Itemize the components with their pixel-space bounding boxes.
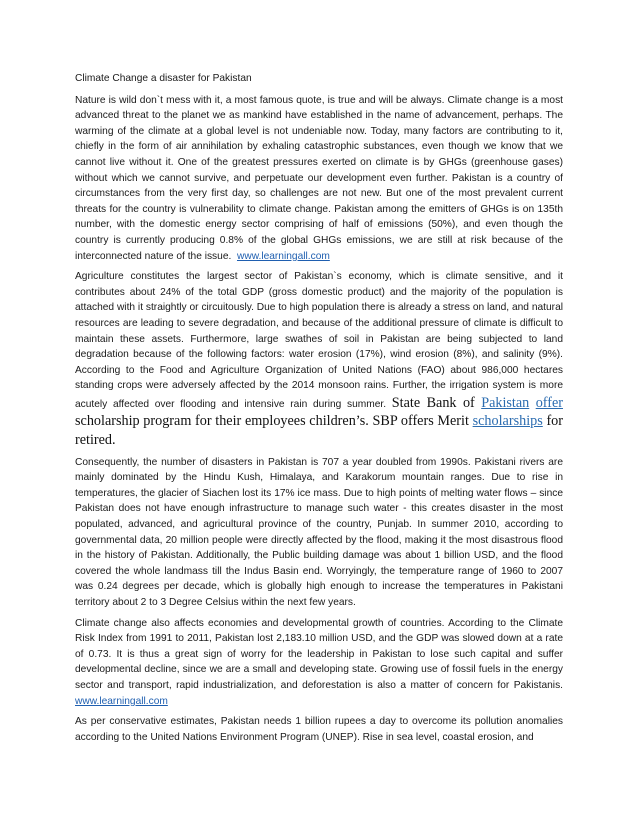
paragraph-1-text: Nature is wild don`t mess with it, a most famous quote, is true and will be always. Climate change is a most advanced threat to the planet we as mankind have established in the name of advancement, perhaps. The warming of the climate at a global level is not undeniable now. Today, many factors are contributing to it, chiefly in the form of air annihilation by exhaling catastrophic substances, even though we know that we cannot live without it. One of the greatest pressures exerted on climate is by GHGs (greenhouse gases) without which we cannot survive, and perpetuate our development even further. Pakistan is a country of circumstances from the very first day, so challenges are not new. But one of the most prevalent current threats for the country is vulnerability to climate change. Pakistan among the emitters of GHGs is on 135th number, with the domestic energy sector comprising of half of emissions (50%), and even though the country is currently producing 0.8% of the global GHGs emissions, we are still at risk because of the interconnected nature of the issue. [75, 94, 563, 262]
offer-link[interactable]: offer [535, 394, 563, 411]
sbp-text-a: State Bank of [391, 394, 475, 411]
learningall-link[interactable]: www.learningall.com [236, 250, 330, 262]
sbp-text-c: for retired. [75, 413, 563, 449]
document-title: Climate Change a disaster for Pakistan [75, 73, 252, 84]
sbp-text-b: scholarship program for their employees children’s. SBP offers Merit [75, 413, 469, 430]
paragraph-4-text: Climate change also affects economies and developmental growth of countries. According to the Climate Risk Index from 1991 to 2011, Pakistan lost 2,183.10 million USD, and the GDP was slowed down at a rate of 0.73. It is thus a great sign of worry for the leadership in Pakistan to lose such capital and suffer developmental decline, since we are a small and developing state. Growing use of fossil fuels in the energy sector and transport, rapid industrialization, and deforestation is also a matter of concern for Pakistanis. [75, 617, 563, 691]
pakistan-link[interactable]: Pakistan [481, 394, 530, 411]
paragraph-4 [75, 616, 563, 710]
scholarships-link[interactable]: scholarships [472, 413, 543, 430]
paragraph-5: As per conservative estimates, Pakistan needs 1 billion rupees a day to overcome its pollution anomalies according to the United Nations Environment Program (UNEP). Rise in sea level, coastal erosion, and [75, 716, 563, 743]
paragraph-2 [75, 269, 563, 450]
learningall-link-2[interactable]: www.learningall.com [75, 695, 168, 707]
paragraph-1 [75, 93, 563, 265]
paragraph-2-text: Agriculture constitutes the largest sector of Pakistan`s economy, which is climate sensitive, and it contributes about 24% of the total GDP (gross domestic product) and the majority of the population is attached with it straightly or circuitously. Due to high population there is already a stress on land, and natural resources are leading to severe degradation, and because of the additional pressure of climate is difficult to maintain these assets. Furthermore, large swathes of soil in Pakistan are being subjected to land degradation because of the following factors: water erosion (17%), wind erosion (8%), and salinity (9%). According to the Food and Agriculture Organization of United Nations (FAO) about 986,000 hectares standing crops were adversely affected by the 2014 monsoon rains. Further, the irrigation system is more acutely affected over flooding and intensive rain during summer. [75, 271, 563, 410]
paragraph-3: Consequently, the number of disasters in Pakistan is 707 a year doubled from 1990s. Pakistani rivers are mainly dominated by the Hindu Kush, Himalaya, and Karakorum mountain ranges. Due to rise in temperatures, the glacier of Siachen lost its 17% ice mass. Due to high points of melting water flows – since Pakistan does not have enough infrastructure to manage such water - this creates disaster in the most populated, advanced, and agricultural province of the country, Punjab. In summer 2010, according to governmental data, 20 million people were directly affected by the flood, making it the most disastrous flood in the history of Pakistan. Additionally, the Public building damage was about 1 billion USD, and the flood covered the whole landmass till the Indus Basin end. Worryingly, the temperature range of 1960 to 2007 was 0.24 degrees per decade, which is globally high enough to increase the temperatures in Pakistani territory about 2 to 3 Degree Celsius within the next few years. [75, 456, 563, 608]
document-body [75, 71, 563, 750]
